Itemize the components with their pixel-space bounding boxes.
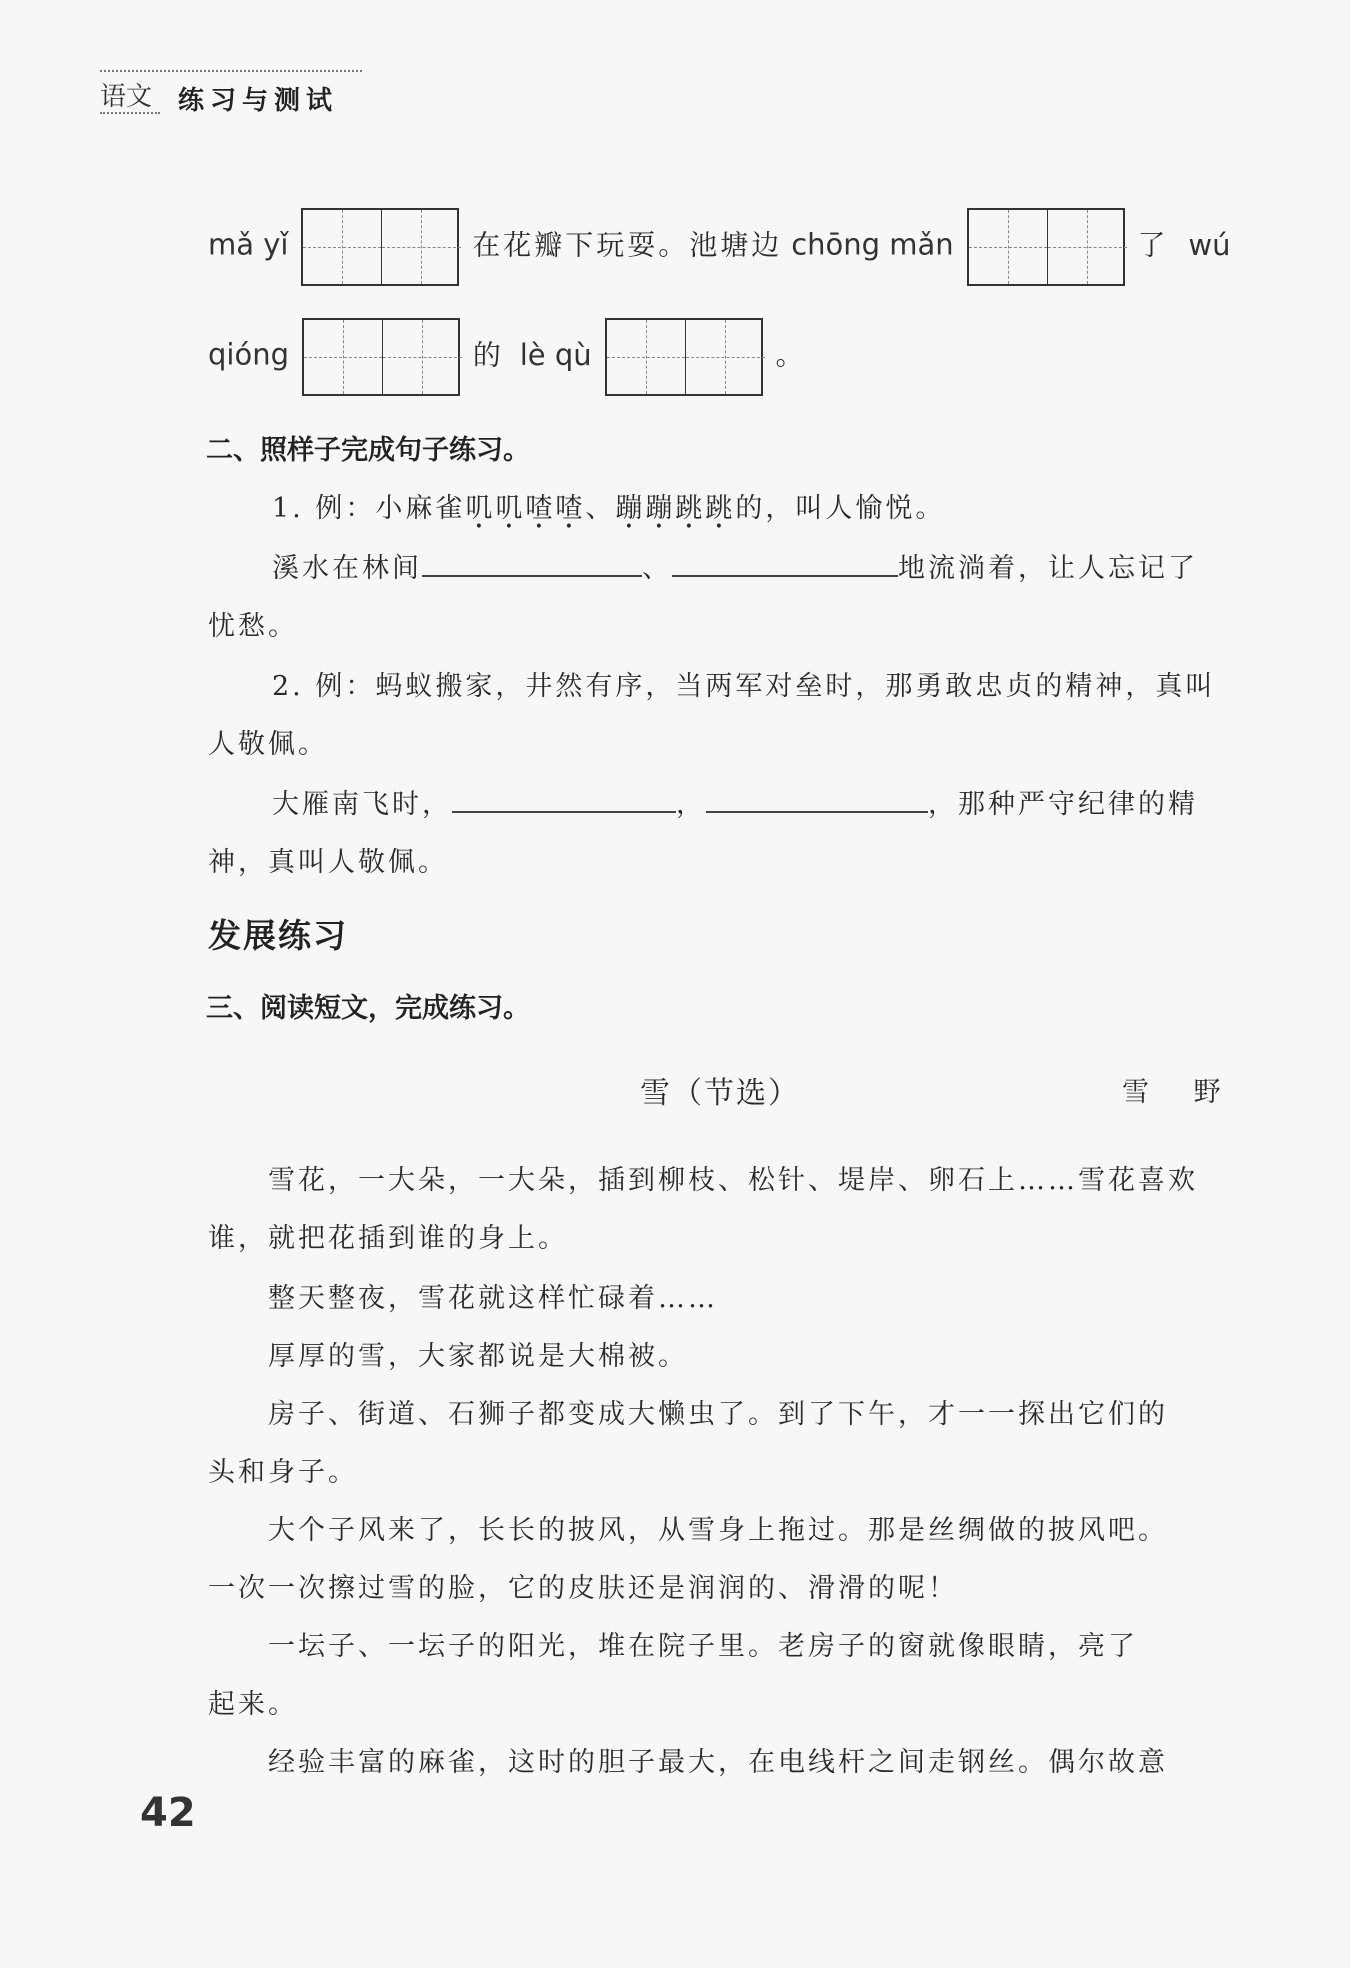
answer-blank[interactable] xyxy=(452,811,676,813)
answer-blank[interactable] xyxy=(706,811,928,813)
reading-line: 房子、街道、石狮子都变成大懒虫了。到了下午，才一一探出它们的 xyxy=(208,1399,1168,1430)
question-2-cont: 神，真叫人敬佩。 xyxy=(208,847,448,878)
char-grid-chongman[interactable] xyxy=(967,208,1125,286)
reading-line: 一次一次擦过雪的脸，它的皮肤还是润润的、滑滑的呢！ xyxy=(208,1573,958,1604)
char-grid-lequ[interactable] xyxy=(605,318,763,396)
example-2-line-2: 人敬佩。 xyxy=(208,729,328,760)
reading-line: 头和身子。 xyxy=(208,1457,358,1488)
dotted-char: 喳 xyxy=(525,493,556,524)
dotted-char: 喳 xyxy=(555,493,586,524)
reading-author: 雪 野 xyxy=(1122,1077,1239,1108)
reading-line: 厚厚的雪，大家都说是大棉被。 xyxy=(208,1341,688,1372)
question-1 xyxy=(272,546,1198,585)
sentence-text: 。 xyxy=(775,338,804,372)
pinyin-lequ: lè qù xyxy=(519,337,592,372)
dotted-char: 蹦 xyxy=(615,493,646,524)
dotted-char: 跳 xyxy=(705,493,736,524)
reading-line: 一坛子、一坛子的阳光，堆在院子里。老房子的窗就像眼睛，亮了 xyxy=(208,1631,1138,1662)
reading-line: 经验丰富的麻雀，这时的胆子最大，在电线杆之间走钢丝。偶尔故意 xyxy=(208,1747,1168,1778)
example-2-line-1: 2. 例：蚂蚁搬家，井然有序，当两军对垒时，那勇敢忠贞的精神，真叫 xyxy=(272,671,1216,702)
question-1-text-a: 溪水在林间 xyxy=(272,553,422,584)
answer-blank[interactable] xyxy=(672,575,898,577)
question-2-sep: ， xyxy=(676,789,706,820)
question-1-sep: 、 xyxy=(642,553,672,584)
char-grid-mayi[interactable] xyxy=(301,208,459,286)
question-2-text-a: 大雁南飞时， xyxy=(272,789,452,820)
series-title: 练习与测试 xyxy=(178,86,339,116)
pinyin-wu: wú xyxy=(1188,227,1231,262)
question-2 xyxy=(272,782,1198,821)
dotted-char: 跳 xyxy=(675,493,706,524)
reading-line: 谁，就把花插到谁的身上。 xyxy=(208,1223,568,1254)
reading-line: 起来。 xyxy=(208,1689,298,1720)
section-3-title: 三、阅读短文，完成练习。 xyxy=(206,993,530,1024)
reading-line: 整天整夜，雪花就这样忙碌着…… xyxy=(208,1283,718,1314)
pinyin-chongman: chōng mǎn xyxy=(791,227,954,262)
enum-comma: 、 xyxy=(585,493,616,524)
dotted-char: 叽 xyxy=(465,493,496,524)
question-1-cont: 忧愁。 xyxy=(208,611,298,642)
example-1-suffix: 的，叫人愉悦。 xyxy=(735,493,946,524)
subject-label: 语文 xyxy=(100,76,160,114)
page-number: 42 xyxy=(140,1790,196,1836)
sentence-text: 了 xyxy=(1137,228,1166,262)
example-1-prefix: 1. 例：小麻雀 xyxy=(272,493,466,524)
question-2-text-b: ，那种严守纪律的精 xyxy=(928,789,1198,820)
header-dotted-rule xyxy=(100,70,362,74)
pinyin-row-2 xyxy=(208,318,803,396)
reading-line: 雪花，一大朵，一大朵，插到柳枝、松针、堤岸、卵石上……雪花喜欢 xyxy=(208,1165,1198,1196)
pinyin-qiong: qióng xyxy=(208,337,289,372)
section-development-title: 发展练习 xyxy=(208,916,348,955)
char-grid-wuqiong[interactable] xyxy=(302,318,460,396)
sentence-text: 在花瓣下玩耍。池塘边 xyxy=(472,228,783,262)
reading-title: 雪（节选） xyxy=(640,1076,800,1111)
reading-line: 大个子风来了，长长的披风，从雪身上拖过。那是丝绸做的披风吧。 xyxy=(208,1515,1168,1546)
dotted-char: 蹦 xyxy=(645,493,676,524)
page-header xyxy=(100,70,360,114)
example-1 xyxy=(272,486,945,525)
dotted-char: 叽 xyxy=(495,493,526,524)
sentence-text: 的 xyxy=(472,338,501,372)
answer-blank[interactable] xyxy=(422,575,642,577)
question-1-text-b: 地流淌着，让人忘记了 xyxy=(898,553,1198,584)
pinyin-mayi: mǎ yǐ xyxy=(208,227,289,262)
pinyin-row-1 xyxy=(208,208,1231,286)
section-2-title: 二、照样子完成句子练习。 xyxy=(206,435,530,466)
